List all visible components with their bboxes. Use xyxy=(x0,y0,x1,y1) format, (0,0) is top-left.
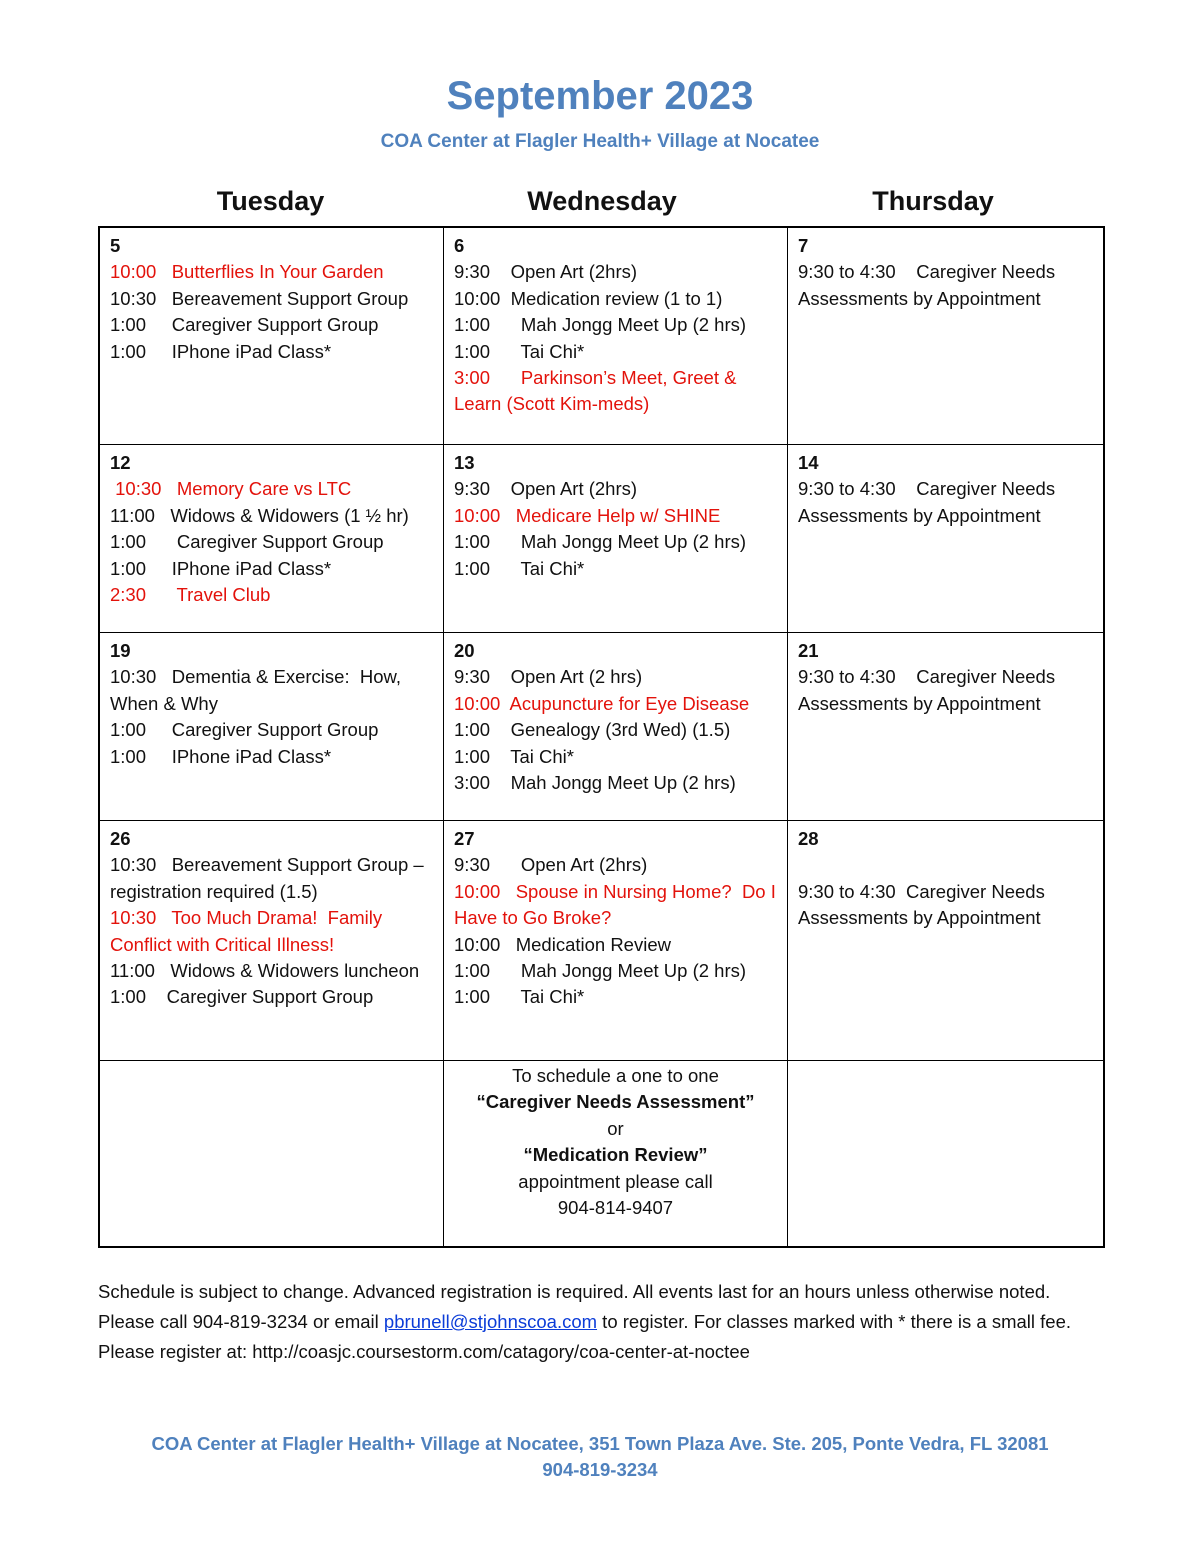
day-cell-tuesday xyxy=(100,821,443,1060)
day-number: 28 xyxy=(798,828,819,849)
event-item: 1:00 Caregiver Support Group xyxy=(110,314,379,336)
event-item: 10:30 Too Much Drama! Family Conflict with Critical Illness! xyxy=(110,907,388,955)
event-item: 10:00 Medication review (1 to 1) xyxy=(454,287,723,309)
event-item: 1:00 Mah Jongg Meet Up (2 hrs) xyxy=(454,531,747,553)
day-number: 7 xyxy=(798,235,809,256)
event-item: 11:00 Widows & Widowers luncheon xyxy=(110,960,420,982)
event-item: 9:30 to 4:30 Caregiver Needs Assessments by Appointment xyxy=(798,666,1060,714)
day-number: 26 xyxy=(110,828,131,849)
event-item: 10:00 Medication Review xyxy=(454,933,671,955)
day-cell-tuesday xyxy=(100,228,443,444)
event-item: 11:00 Widows & Widowers (1 ½ hr) xyxy=(110,504,409,526)
disclaimer-text-end: to register. For classes marked with * there is a small fee. Please register at: http://coasjc.coursestorm.com/catagory/coa-center-at-noctee xyxy=(98,1311,1072,1362)
event-item: 9:30 Open Art (2hrs) xyxy=(454,261,638,283)
event-item: 9:30 to 4:30 Caregiver Needs Assessments by Appointment xyxy=(798,261,1060,309)
page-title: September 2023 xyxy=(446,74,754,118)
event-item: 1:00 Genealogy (3rd Wed) (1.5) xyxy=(454,719,731,741)
day-number: 13 xyxy=(454,452,475,473)
day-cell-wednesday xyxy=(444,821,787,1060)
event-item: 10:30 Memory Care vs LTC xyxy=(110,478,352,500)
day-cell-tuesday xyxy=(100,445,443,632)
event-item: 1:00 Tai Chi* xyxy=(454,557,585,579)
day-header-tuesday: Tuesday xyxy=(216,186,325,216)
event-item: 10:30 Bereavement Support Group – registration required (1.5) xyxy=(110,854,429,902)
address-phone: 904-819-3234 xyxy=(542,1459,658,1480)
event-item: 9:30 to 4:30 Caregiver Needs Assessments by Appointment xyxy=(798,478,1060,526)
email-link[interactable]: pbrunell@stjohnscoa.com xyxy=(383,1311,598,1332)
day-header-wednesday: Wednesday xyxy=(527,186,677,216)
event-item: 2:30 Travel Club xyxy=(110,584,271,606)
calendar-grid xyxy=(98,226,1105,1248)
note-line-medication-review: “Medication Review” xyxy=(523,1144,708,1166)
event-item: 10:30 Dementia & Exercise: How, When & Why xyxy=(110,666,407,714)
note-line: To schedule a one to one xyxy=(512,1065,719,1086)
day-number: 12 xyxy=(110,452,131,473)
day-number: 14 xyxy=(798,452,819,473)
note-line-caregiver-assessment: “Caregiver Needs Assessment” xyxy=(476,1091,755,1113)
event-item: 1:00 Mah Jongg Meet Up (2 hrs) xyxy=(454,960,747,982)
event-item: 1:00 IPhone iPad Class* xyxy=(110,557,332,579)
day-cell-thursday xyxy=(788,228,1105,444)
day-cell-thursday xyxy=(788,633,1105,820)
day-cell-wednesday xyxy=(444,633,787,820)
event-item: 1:00 Caregiver Support Group xyxy=(110,531,384,553)
event-item: 10:00 Butterflies In Your Garden xyxy=(110,261,384,283)
event-item xyxy=(798,852,1095,878)
event-item: 10:30 Bereavement Support Group xyxy=(110,287,409,309)
event-item: 9:30 to 4:30 Caregiver Needs Assessments by Appointment xyxy=(798,880,1049,929)
event-item: 10:00 Medicare Help w/ SHINE xyxy=(454,504,721,526)
day-cell-wednesday xyxy=(444,228,787,444)
note-line: or xyxy=(607,1117,624,1139)
schedule-disclaimer xyxy=(98,1277,1108,1367)
day-header-thursday: Thursday xyxy=(872,186,994,216)
event-item: 9:30 Open Art (2 hrs) xyxy=(454,666,643,688)
event-item: 10:00 Acupuncture for Eye Disease xyxy=(454,692,750,714)
day-cell-thursday xyxy=(788,821,1105,1060)
event-item: 3:00 Mah Jongg Meet Up (2 hrs) xyxy=(454,772,736,794)
event-item: 9:30 Open Art (2hrs) xyxy=(454,854,648,876)
center-address xyxy=(0,1431,1200,1483)
event-item: 1:00 Caregiver Support Group xyxy=(110,719,379,741)
event-item: 1:00 Tai Chi* xyxy=(454,745,574,767)
event-item: 1:00 IPhone iPad Class* xyxy=(110,745,332,767)
event-item: 1:00 IPhone iPad Class* xyxy=(110,340,332,362)
day-number: 21 xyxy=(798,640,819,661)
page-subtitle: COA Center at Flagler Health+ Village at Nocatee xyxy=(380,131,820,152)
day-number: 20 xyxy=(454,640,475,661)
event-item: 9:30 Open Art (2hrs) xyxy=(454,478,638,500)
event-item: 3:00 Parkinson’s Meet, Greet & Learn (Scott Kim-meds) xyxy=(454,367,742,415)
day-number: 19 xyxy=(110,640,131,661)
note-line: appointment please call xyxy=(518,1170,713,1192)
day-number: 27 xyxy=(454,828,475,849)
event-item: 1:00 Mah Jongg Meet Up (2 hrs) xyxy=(454,314,747,336)
event-item: 10:00 Spouse in Nursing Home? Do I Have to Go Broke? xyxy=(454,880,782,929)
note-phone: 904-814-9407 xyxy=(557,1197,674,1219)
event-item: 1:00 Tai Chi* xyxy=(454,340,585,362)
day-number: 6 xyxy=(454,235,465,256)
event-item: 1:00 Caregiver Support Group xyxy=(110,986,374,1008)
event-item: 1:00 Tai Chi* xyxy=(454,986,585,1008)
day-cell-thursday xyxy=(788,445,1105,632)
disclaimer-text: Schedule is subject to change. Advanced registration is required. All events last for an hours unless otherwise noted. Please call 904-819-3234 or email xyxy=(98,1281,1051,1332)
day-number: 5 xyxy=(110,235,121,256)
schedule-note xyxy=(444,1061,787,1246)
day-cell-wednesday xyxy=(444,445,787,632)
day-cell-tuesday xyxy=(100,633,443,820)
address-line: COA Center at Flagler Health+ Village at Nocatee, 351 Town Plaza Ave. Ste. 205, Ponte Vedra, FL 32081 xyxy=(151,1433,1049,1454)
